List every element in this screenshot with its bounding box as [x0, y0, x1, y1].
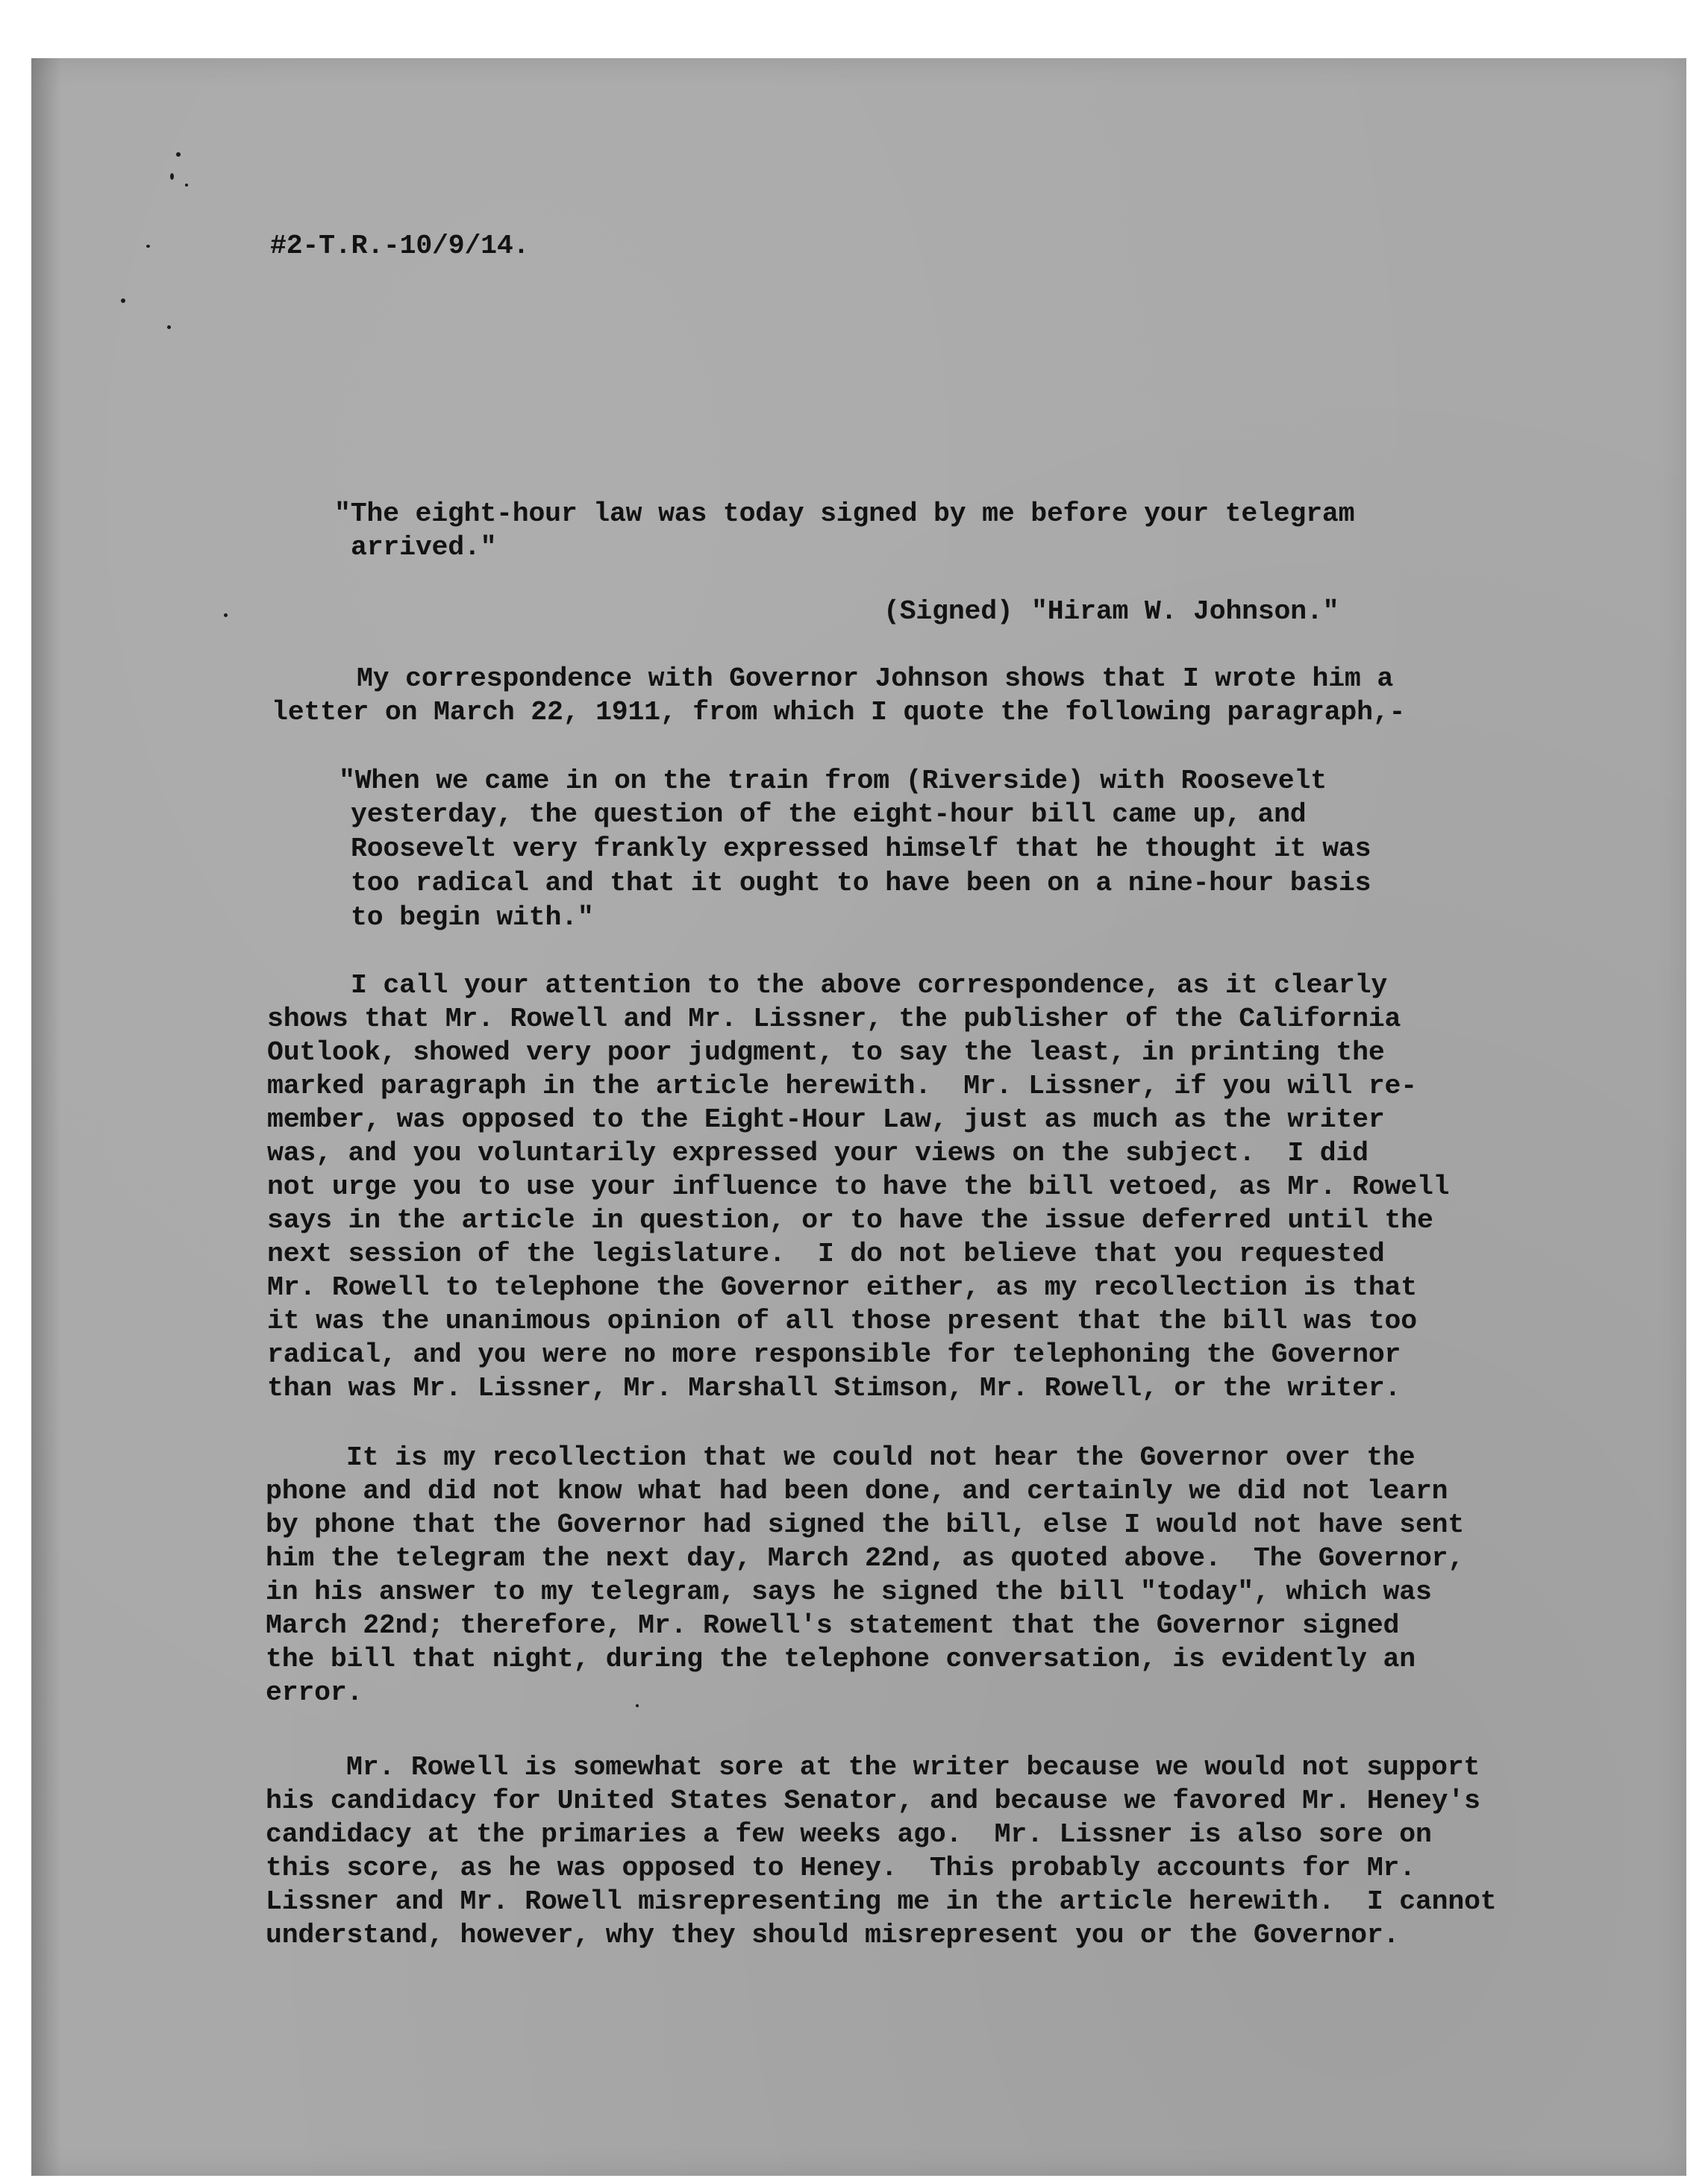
paper-speck: [167, 325, 171, 329]
telegram-quote-line-1: "The eight-hour law was today signed by me before your telegram: [334, 498, 1355, 529]
rowell-line-6: understand, however, why they should misrepresent you or the Governor.: [266, 1920, 1400, 1950]
intro-line-2: letter on March 22, 1911, from which I quote the following paragraph,-: [272, 697, 1406, 728]
attention-line-2: shows that Mr. Rowell and Mr. Lissner, the publisher of the California: [267, 1004, 1401, 1034]
recollection-line-4: him the telegram the next day, March 22nd, as quoted above. The Governor,: [266, 1543, 1465, 1574]
attention-line-10: Mr. Rowell to telephone the Governor either, as my recollection is that: [267, 1272, 1417, 1303]
attention-line-9: next session of the legislature. I do not believe that you requested: [267, 1239, 1385, 1269]
paper-speck: [176, 152, 181, 157]
attention-line-3: Outlook, showed very poor judgment, to say the least, in printing the: [267, 1037, 1385, 1068]
attention-line-1: I call your attention to the above correspondence, as it clearly: [351, 970, 1388, 1001]
rowell-line-2: his candidacy for United States Senator, and because we favored Mr. Heney's: [266, 1786, 1480, 1816]
attention-line-6: was, and you voluntarily expressed your views on the subject. I did: [267, 1138, 1368, 1168]
attention-line-7: not urge you to use your influence to have the bill vetoed, as Mr. Rowell: [267, 1171, 1450, 1202]
attention-line-11: it was the unanimous opinion of all those present that the bill was too: [267, 1306, 1417, 1336]
telegram-quote-line-2: arrived.": [351, 532, 497, 563]
letter-quote-line-3: Roosevelt very frankly expressed himself that he thought it was: [351, 833, 1371, 864]
signature-name: "Hiram W. Johnson.": [1031, 596, 1339, 627]
paper-edge-shadow: [31, 58, 61, 2176]
signature-prefix: (Signed): [883, 596, 1013, 627]
rowell-line-1: Mr. Rowell is somewhat sore at the writer because we would not support: [346, 1752, 1480, 1783]
rowell-line-4: this score, as he was opposed to Heney. This probably accounts for Mr.: [266, 1853, 1415, 1883]
recollection-line-7: the bill that night, during the telephone conversation, is evidently an: [266, 1644, 1415, 1674]
recollection-line-1: It is my recollection that we could not hear the Governor over the: [346, 1442, 1415, 1473]
letter-quote-line-1: "When we came in on the train from (Riverside) with Roosevelt: [339, 766, 1327, 796]
paper-speck: [146, 245, 150, 248]
recollection-line-3: by phone that the Governor had signed the bill, else I would not have sent: [266, 1509, 1465, 1540]
attention-line-4: marked paragraph in the article herewith. Mr. Lissner, if you will re-: [267, 1071, 1417, 1101]
attention-line-5: member, was opposed to the Eight-Hour Law, just as much as the writer: [267, 1104, 1385, 1135]
attention-line-13: than was Mr. Lissner, Mr. Marshall Stimson, Mr. Rowell, or the writer.: [267, 1373, 1401, 1404]
intro-line-1: My correspondence with Governor Johnson shows that I wrote him a: [357, 663, 1394, 694]
letter-quote-line-4: too radical and that it ought to have been on a nine-hour basis: [351, 868, 1371, 898]
reference-line: #2-T.R.-10/9/14.: [270, 231, 530, 261]
rowell-line-3: candidacy at the primaries a few weeks ago. Mr. Lissner is also sore on: [266, 1819, 1432, 1850]
rowell-line-5: Lissner and Mr. Rowell misrepresenting me in the article herewith. I cannot: [266, 1886, 1497, 1917]
recollection-line-2: phone and did not know what had been done, and certainly we did not learn: [266, 1476, 1448, 1506]
paper-speck: [636, 1704, 639, 1707]
paper-speck: [121, 298, 125, 303]
recollection-line-5: in his answer to my telegram, says he signed the bill "today", which was: [266, 1577, 1432, 1607]
paper-speck: [224, 613, 228, 617]
paper-speck: [170, 173, 174, 180]
attention-line-12: radical, and you were no more responsible for telephoning the Governor: [267, 1339, 1401, 1370]
recollection-line-8: error.: [266, 1677, 363, 1708]
attention-line-8: says in the article in question, or to have the issue deferred until the: [267, 1205, 1433, 1236]
recollection-line-6: March 22nd; therefore, Mr. Rowell's statement that the Governor signed: [266, 1610, 1400, 1641]
letter-quote-line-2: yesterday, the question of the eight-hour bill came up, and: [351, 799, 1307, 830]
letter-quote-line-5: to begin with.": [351, 902, 594, 933]
paper-speck: [185, 184, 188, 187]
